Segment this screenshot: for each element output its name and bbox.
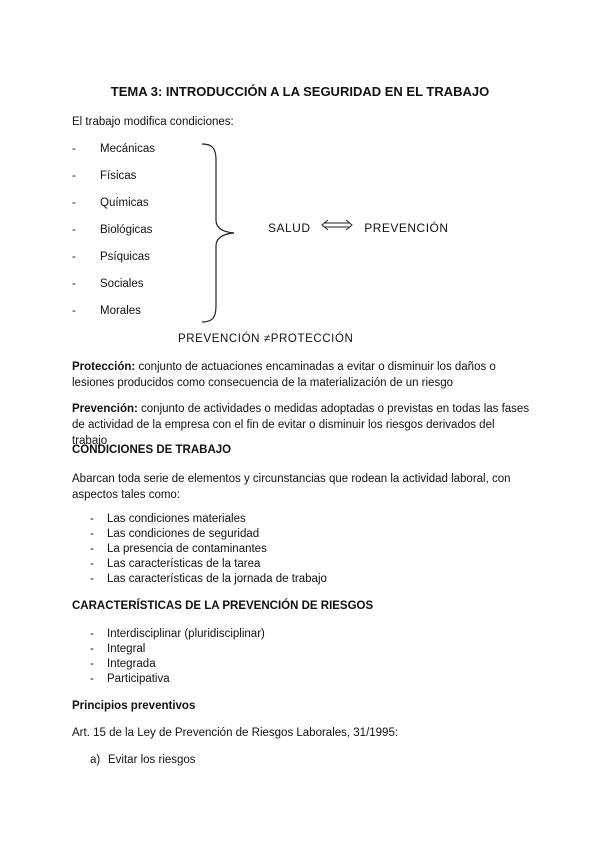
condition-item: Sociales bbox=[100, 278, 144, 290]
condiciones-item: La presencia de contaminantes bbox=[107, 543, 267, 555]
list-dash: - bbox=[72, 170, 76, 182]
prevencion-not-proteccion: PREVENCIÓN ≠PROTECCIÓN bbox=[178, 333, 354, 345]
condiciones-item: Las características de la tarea bbox=[107, 558, 261, 570]
principio-item: Evitar los riesgos bbox=[108, 754, 196, 766]
list-dash: - bbox=[72, 224, 76, 236]
caracteristicas-item: Integrada bbox=[107, 658, 156, 670]
caracteristicas-heading: CARACTERÍSTICAS DE LA PREVENCIÓN DE RIESGOS bbox=[72, 600, 374, 612]
curly-brace-icon bbox=[198, 140, 242, 326]
list-dash: - bbox=[90, 673, 94, 685]
list-dash: - bbox=[72, 305, 76, 317]
salud-prevencion-diagram bbox=[268, 219, 449, 235]
list-dash: - bbox=[90, 658, 94, 670]
condiciones-heading: CONDICIONES DE TRABAJO bbox=[72, 444, 232, 456]
list-dash: - bbox=[72, 197, 76, 209]
condition-item: Psíquicas bbox=[100, 251, 150, 263]
principio-marker: a) bbox=[90, 754, 101, 766]
intro-text: El trabajo modifica condiciones: bbox=[72, 116, 234, 128]
condition-item: Físicas bbox=[100, 170, 137, 182]
list-dash: - bbox=[90, 573, 94, 585]
proteccion-term: Protección: bbox=[72, 361, 136, 373]
condiciones-text: Abarcan toda serie de elementos y circunstancias que rodean la actividad laboral, con aspectos tales como: bbox=[72, 473, 511, 501]
condiciones-item: Las condiciones de seguridad bbox=[107, 528, 260, 540]
list-dash: - bbox=[90, 643, 94, 655]
prevencion-text: conjunto de actividades o medidas adoptadas o previstas en todas las fases de actividad de la empresa con el fin de evitar o disminuir los riesgos derivados del trabajo bbox=[72, 403, 530, 447]
list-dash: - bbox=[90, 543, 94, 555]
salud-label: SALUD bbox=[268, 220, 311, 235]
caracteristicas-item: Interdisciplinar (pluridisciplinar) bbox=[107, 628, 265, 640]
principios-heading: Principios preventivos bbox=[72, 700, 196, 712]
proteccion-definition bbox=[72, 359, 532, 391]
condition-item: Químicas bbox=[100, 197, 149, 209]
condition-item: Biológicas bbox=[100, 224, 153, 236]
caracteristicas-item: Participativa bbox=[107, 673, 170, 685]
prevencion-term: Prevención: bbox=[72, 403, 138, 415]
condition-item: Mecánicas bbox=[100, 143, 155, 155]
articulo-text: Art. 15 de la Ley de Prevención de Riesgos Laborales, 31/1995: bbox=[72, 727, 399, 739]
condiciones-item: Las características de la jornada de trabajo bbox=[107, 573, 327, 585]
caracteristicas-item: Integral bbox=[107, 643, 146, 655]
list-dash: - bbox=[90, 513, 94, 525]
condiciones-item: Las condiciones materiales bbox=[107, 513, 246, 525]
list-dash: - bbox=[72, 278, 76, 290]
list-dash: - bbox=[90, 558, 94, 570]
double-arrow-icon bbox=[320, 219, 354, 231]
condition-item: Morales bbox=[100, 305, 141, 317]
page-title: TEMA 3: INTRODUCCIÓN A LA SEGURIDAD EN EL TRABAJO bbox=[110, 84, 490, 99]
list-dash: - bbox=[72, 143, 76, 155]
list-dash: - bbox=[90, 628, 94, 640]
list-dash: - bbox=[90, 528, 94, 540]
prevencion-definition bbox=[72, 401, 532, 449]
list-dash: - bbox=[72, 251, 76, 263]
prevencion-label: PREVENCIÓN bbox=[364, 220, 449, 235]
proteccion-text: conjunto de actuaciones encaminadas a evitar o disminuir los daños o lesiones producidos como consecuencia de la materialización de un riesgo bbox=[72, 361, 496, 389]
